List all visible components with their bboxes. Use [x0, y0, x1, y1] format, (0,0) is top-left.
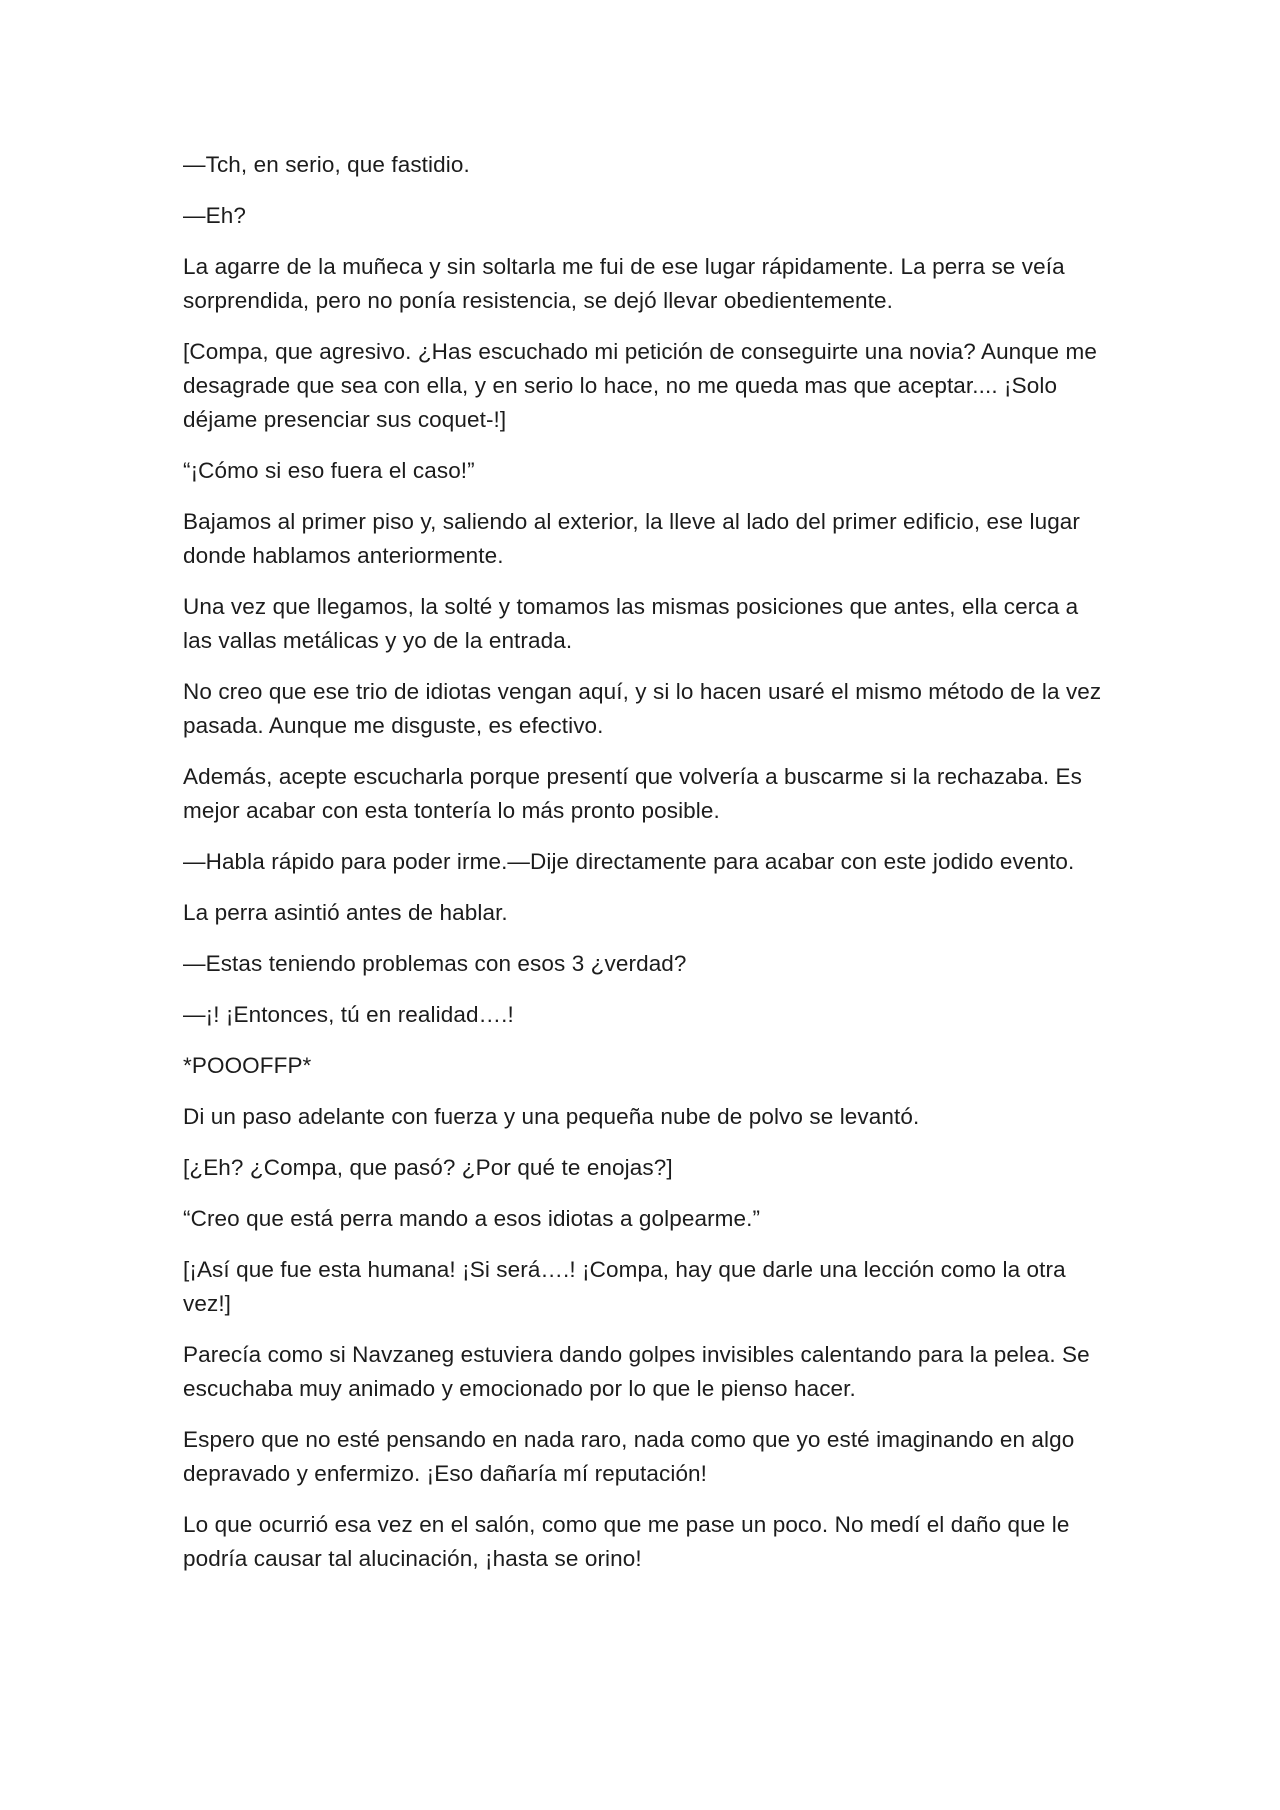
paragraph: La perra asintió antes de hablar.: [183, 900, 508, 925]
paragraph: La agarre de la muñeca y sin soltarla me fui de ese lugar rápidamente. La perra se veía sorprendida, pero no ponía resistencia, se dejó llevar obedientemente.: [183, 254, 1065, 313]
paragraph: Espero que no esté pensando en nada raro, nada como que yo esté imaginando en algo depravado y enfermizo. ¡Eso dañaría mí reputación!: [183, 1427, 1075, 1486]
paragraph: Parecía como si Navzaneg estuviera dando golpes invisibles calentando para la pelea. Se escuchaba muy animado y emocionado por lo que le pienso hacer.: [183, 1342, 1090, 1401]
paragraph: —Eh?: [183, 203, 246, 228]
paragraph: —Habla rápido para poder irme.—Dije directamente para acabar con este jodido evento.: [183, 849, 1075, 874]
paragraph: Bajamos al primer piso y, saliendo al exterior, la lleve al lado del primer edificio, ese lugar donde hablamos anteriormente.: [183, 509, 1081, 568]
paragraph: “Creo que está perra mando a esos idiotas a golpearme.”: [183, 1206, 761, 1231]
paragraph: —Estas teniendo problemas con esos 3 ¿verdad?: [183, 951, 687, 976]
paragraph: [¿Eh? ¿Compa, que pasó? ¿Por qué te enojas?]: [183, 1155, 673, 1180]
paragraph: [Compa, que agresivo. ¿Has escuchado mi petición de conseguirte una novia? Aunque me desagrade que sea con ella, y en serio lo hace, no me queda mas que aceptar.... ¡Solo déjame presenciar sus coquet-!]: [183, 339, 1097, 432]
paragraph: Una vez que llegamos, la solté y tomamos las mismas posiciones que antes, ella cerca a las vallas metálicas y yo de la entrada.: [183, 594, 1079, 653]
paragraph: [¡Así que fue esta humana! ¡Si será….! ¡Compa, hay que darle una lección como la otra vez!]: [183, 1257, 1066, 1316]
document-body: [183, 148, 1108, 1593]
paragraph: —¡! ¡Entonces, tú en realidad….!: [183, 1002, 514, 1027]
paragraph: —Tch, en serio, que fastidio.: [183, 152, 470, 177]
paragraph: No creo que ese trio de idiotas vengan aquí, y si lo hacen usaré el mismo método de la vez pasada. Aunque me disguste, es efectivo.: [183, 679, 1102, 738]
paragraph: Además, acepte escucharla porque presentí que volvería a buscarme si la rechazaba. Es mejor acabar con esta tontería lo más pronto posible.: [183, 764, 1082, 823]
paragraph: Di un paso adelante con fuerza y una pequeña nube de polvo se levantó.: [183, 1104, 920, 1129]
paragraph: Lo que ocurrió esa vez en el salón, como que me pase un poco. No medí el daño que le podría causar tal alucinación, ¡hasta se orino!: [183, 1512, 1070, 1571]
paragraph: *POOOFFP*: [183, 1053, 312, 1078]
paragraph: “¡Cómo si eso fuera el caso!”: [183, 458, 475, 483]
